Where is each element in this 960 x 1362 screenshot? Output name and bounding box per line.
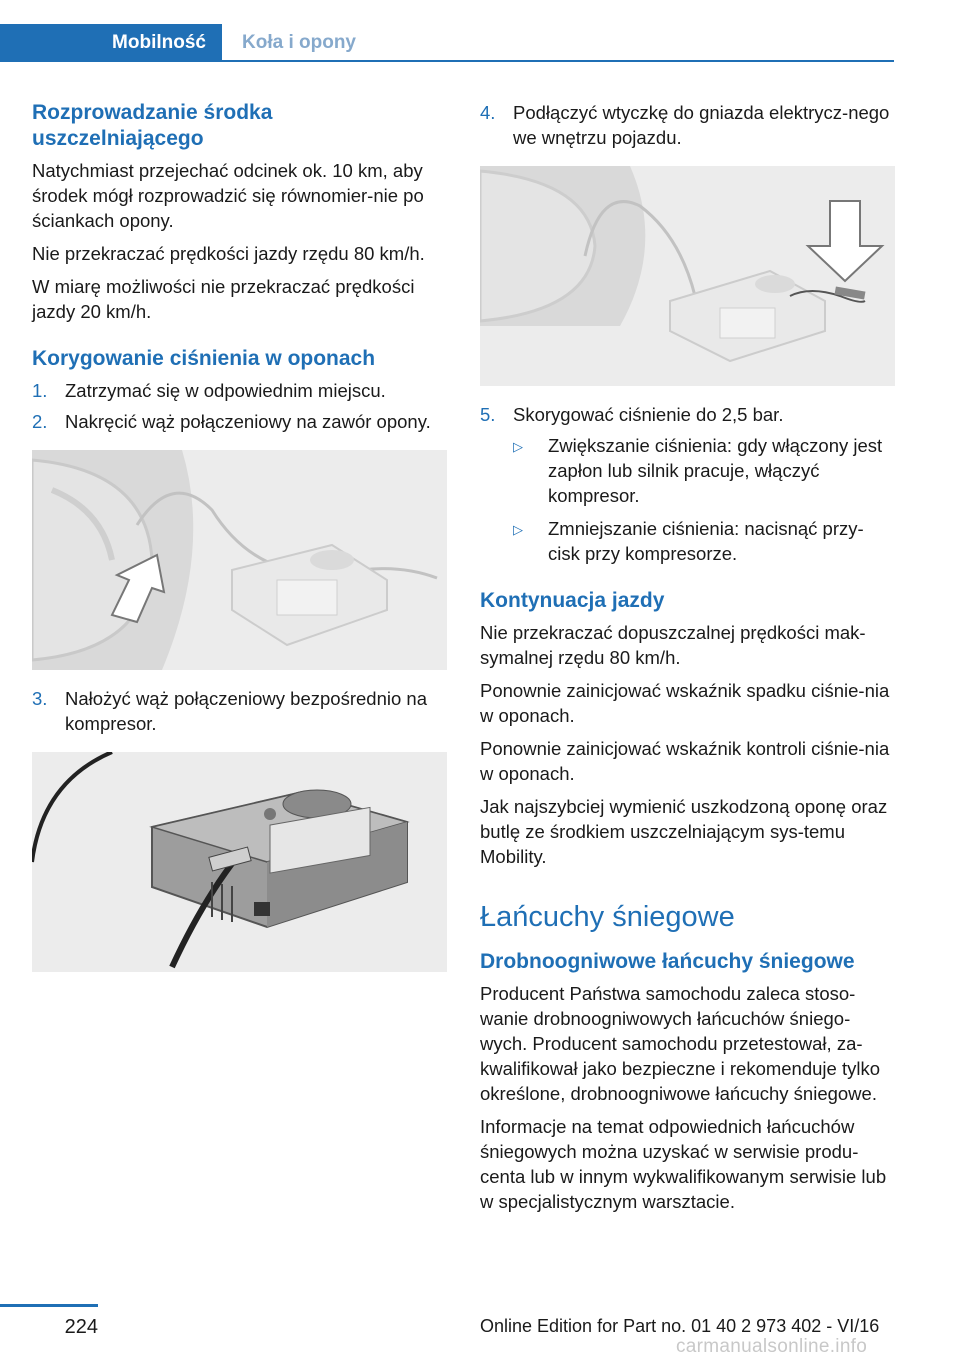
edition-note: Online Edition for Part no. 01 40 2 973 402 - VI/16: [480, 1316, 880, 1336]
paragraph: Natychmiast przejechać odcinek ok. 10 km, aby środek mógł rozprowadzić się równomier-nie po ściankach opony.: [32, 160, 424, 231]
page-header: [0, 24, 894, 62]
right-column: [480, 100, 895, 1222]
illustration-plug-socket: [480, 166, 895, 386]
section-tab: Mobilność: [0, 24, 222, 62]
step-number: 2.: [32, 411, 48, 432]
step-number: 3.: [32, 688, 48, 709]
step-text: Nałożyć wąż połączeniowy bezpośrednio na kompresor.: [65, 688, 427, 734]
heading-continue-driving: Kontynuacja jazdy: [480, 589, 665, 612]
triangle-bullet-icon: ▷: [513, 439, 523, 454]
paragraph: Informacje na temat odpowiednich łańcuchów śniegowych można uzyskać w serwisie produ-centa lub w innym wykwalifikowanym serwisie lub w specjalistycznym warsztacie.: [480, 1116, 887, 1212]
watermark: carmanualsonline.info: [676, 1336, 868, 1357]
paragraph: Jak najszybciej wymienić uszkodzoną oponę oraz butlę ze środkiem uszczelniającym sys-temu Mobility.: [480, 796, 888, 867]
paragraph: Nie przekraczać dopuszczalnej prędkości mak-symalnej rzędu 80 km/h.: [480, 622, 866, 668]
subsection-tab: Koła i opony: [242, 32, 356, 53]
paragraph: Ponownie zainicjować wskaźnik kontroli ciśnie-nia w oponach.: [480, 738, 890, 784]
paragraph: Ponownie zainicjować wskaźnik spadku ciśnie-nia w oponach.: [480, 680, 890, 726]
page-number: 224: [64, 1316, 98, 1338]
step-text: Skorygować ciśnienie do 2,5 bar.: [513, 404, 784, 425]
heading-pressure-correction: Korygowanie ciśnienia w oponach: [32, 347, 376, 370]
step-item: [32, 686, 447, 736]
step-number: 5.: [480, 404, 496, 425]
left-column: [32, 100, 447, 988]
sub-item-text: Zwiększanie ciśnienia: gdy włączony jest zapłon lub silnik pracuje, włączyć kompresor.: [548, 435, 883, 506]
footer-rule: [0, 1304, 98, 1307]
step-text: Zatrzymać się w odpowiednim miejscu.: [65, 380, 386, 401]
step-text: Podłączyć wtyczkę do gniazda elektrycz-nego we wnętrzu pojazdu.: [513, 102, 890, 148]
heading-fine-link-chains: Drobnoogniwowe łańcuchy śniegowe: [480, 950, 855, 973]
illustration-hose-on-compressor: [32, 752, 447, 972]
step-item: [480, 402, 895, 427]
sub-item: [513, 516, 895, 566]
step-number: 4.: [480, 102, 496, 123]
step-item: [32, 378, 447, 403]
step-text: Nakręcić wąż połączeniowy na zawór opony.: [65, 411, 431, 432]
heading-sealant-distribution: Rozprowadzanie środka uszczelniającego: [32, 101, 273, 150]
paragraph: Nie przekraczać prędkości jazdy rzędu 80 km/h.: [32, 243, 425, 264]
sub-item-text: Zmniejszanie ciśnienia: nacisnąć przy-cisk przy kompresorze.: [548, 518, 864, 564]
illustration-hose-on-valve: [32, 450, 447, 670]
step-number: 1.: [32, 380, 48, 401]
step-item: [32, 409, 447, 434]
header-rule: [222, 60, 894, 62]
heading-snow-chains: Łańcuchy śniegowe: [480, 901, 735, 933]
paragraph: Producent Państwa samochodu zaleca stoso-wanie drobnoogniwowych łańcuchów śniego-wych. Producent samochodu przetestował, za-kwalifikował jako bezpieczne i rekomenduje tylko określone, drobnoogniwowe łańcuchy śniegowe.: [480, 983, 880, 1104]
triangle-bullet-icon: ▷: [513, 522, 523, 537]
paragraph: W miarę możliwości nie przekraczać prędkości jazdy 20 km/h.: [32, 276, 415, 322]
sub-item: [513, 433, 895, 508]
step-item: [480, 100, 895, 150]
